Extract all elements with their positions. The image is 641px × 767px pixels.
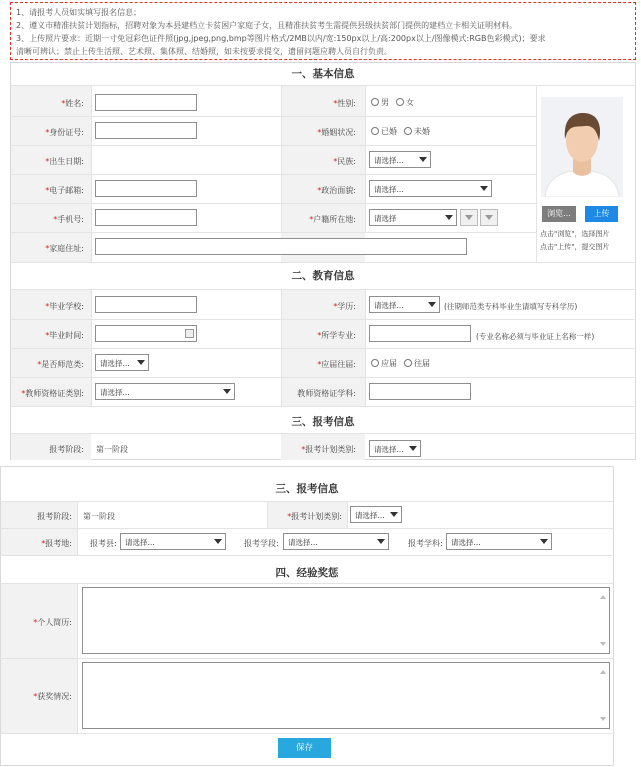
exam-subject-label: 报考学科:: [408, 539, 443, 548]
id-input[interactable]: [95, 122, 197, 139]
major-input[interactable]: [369, 325, 471, 342]
fresh-label: *应届往届:: [317, 360, 356, 369]
degree-select[interactable]: [369, 296, 440, 313]
male-text: 男: [381, 98, 389, 107]
plan-select-value: 请选择...: [355, 511, 385, 520]
gender-female-radio[interactable]: [396, 97, 414, 108]
major-label: *所学专业:: [317, 331, 356, 340]
exam-county-label: 报考县:: [90, 539, 117, 548]
hukou-label: *户籍所在地:: [309, 215, 356, 224]
phone-input[interactable]: [95, 209, 197, 226]
plan-select-top-value: 请选择...: [374, 445, 404, 454]
hukou-county-select[interactable]: [480, 209, 498, 226]
plan-label-top: *报考计划类别:: [301, 445, 356, 454]
grad-time-input[interactable]: [95, 325, 197, 342]
school-label: *毕业学校:: [45, 302, 84, 311]
cert-type-label: *教师资格证类别:: [21, 389, 84, 398]
calendar-icon[interactable]: [185, 329, 194, 338]
resume-label: *个人简历:: [33, 618, 72, 627]
female-text: 女: [406, 98, 414, 107]
birth-label: *出生日期:: [45, 157, 84, 166]
unmarried-radio[interactable]: [404, 126, 430, 137]
exam-county-select[interactable]: [120, 533, 226, 550]
plan-label: *报考计划类别:: [287, 512, 342, 521]
email-input[interactable]: [95, 180, 197, 197]
name-label: *姓名:: [61, 99, 84, 108]
political-select[interactable]: [369, 180, 492, 197]
cert-subject-input[interactable]: [369, 383, 471, 400]
plan-select-top[interactable]: [369, 440, 421, 457]
unmarried-text: 未婚: [414, 127, 430, 136]
degree-label: *学历:: [333, 302, 356, 311]
exam-level-select-value: 请选择...: [288, 538, 318, 547]
fresh-radio[interactable]: [371, 358, 397, 369]
degree-select-value: 请选择...: [374, 301, 404, 310]
resume-scrollbar[interactable]: [600, 591, 607, 650]
exam-level-label: 报考学段:: [244, 539, 279, 548]
stage-value-top: 第一阶段: [96, 445, 128, 454]
plan-select[interactable]: [350, 506, 402, 523]
browse-button[interactable]: 浏览...: [542, 206, 576, 222]
stage-value: 第一阶段: [83, 512, 115, 521]
id-label: *身份证号:: [45, 128, 84, 137]
notice-line-4: 清晰可辨认；禁止上传生活照、艺术照、集体照、结婚照，如未按要求提交，遗留问题应聘人员自行负责。: [16, 47, 392, 56]
cert-subject-label: 教师资格证学科:: [297, 389, 356, 398]
hukou-province-value: 请选择: [374, 214, 397, 223]
exam-level-select[interactable]: [283, 533, 389, 550]
ethnic-select[interactable]: [369, 151, 431, 168]
ethnic-label: *民族:: [333, 157, 356, 166]
address-input[interactable]: [95, 238, 467, 255]
hukou-city-select[interactable]: [460, 209, 478, 226]
political-select-value: 请选择...: [374, 185, 404, 194]
normal-label: *是否师范类:: [37, 360, 84, 369]
avatar-photo: [541, 97, 623, 197]
old-radio[interactable]: [404, 358, 430, 369]
gender-male-radio[interactable]: [371, 97, 389, 108]
stage-label-top: 报考阶段:: [49, 445, 84, 454]
phone-label: *手机号:: [53, 215, 84, 224]
normal-select-value: 请选择...: [100, 359, 130, 368]
address-label: *家庭住址:: [45, 244, 84, 253]
name-input[interactable]: [95, 94, 197, 111]
exam-subject-select-value: 请选择...: [451, 538, 481, 547]
school-input[interactable]: [95, 296, 197, 313]
upload-button[interactable]: 上传: [585, 206, 618, 222]
photo-hint-browse: 点击"浏览"，选择图片: [540, 230, 610, 238]
exam-county-select-value: 请选择...: [125, 538, 155, 547]
photo-hint-upload: 点击"上传"，提交图片: [540, 243, 610, 251]
notice-line-2: 2、遵义市精准扶贫计划指标，招聘对象为本县建档立卡贫困户家庭子女，且精准扶贫考生需提供县级扶贫部门提供的建档立卡相关证明材料。: [16, 21, 518, 30]
ethnic-select-value: 请选择...: [374, 156, 404, 165]
section-title-exam-top: 三、报考信息: [291, 416, 355, 428]
awards-scrollbar[interactable]: [600, 666, 607, 725]
cert-type-select-value: 请选择...: [100, 388, 130, 397]
major-hint: (专业名称必须与毕业证上名称一样): [476, 332, 595, 341]
exam-subject-select[interactable]: [446, 533, 552, 550]
awards-textarea[interactable]: [82, 662, 610, 729]
normal-select[interactable]: [95, 354, 149, 371]
section-title-education: 二、教育信息: [291, 270, 355, 282]
save-button[interactable]: 保存: [278, 738, 331, 758]
notice-box: [10, 2, 636, 60]
exam-place-label: *报考地:: [41, 539, 72, 548]
notice-line-3: 3、上传照片要求：近期一寸免冠彩色证件照(jpg,jpeg,png,bmp等图片格式/2MB以内/宽:150px以上/高:200px以上/图像模式:RGB色彩模式)；要求: [16, 34, 546, 43]
old-text: 往届: [414, 359, 430, 368]
marital-label: *婚姻状况:: [317, 128, 356, 137]
stage-label: 报考阶段:: [37, 512, 72, 521]
grad-time-label: *毕业时间:: [45, 331, 84, 340]
married-text: 已婚: [381, 127, 397, 136]
political-label: *政治面貌:: [317, 186, 356, 195]
resume-textarea[interactable]: [82, 587, 610, 654]
cert-type-select[interactable]: [95, 383, 235, 400]
hukou-province-select[interactable]: [369, 209, 457, 226]
email-label: *电子邮箱:: [45, 186, 84, 195]
degree-hint: (往期师范类专科毕业生请填写专科学历): [444, 302, 578, 311]
fresh-text: 应届: [381, 359, 397, 368]
married-radio[interactable]: [371, 126, 397, 137]
section-title-basic: 一、基本信息: [291, 68, 355, 80]
notice-line-1: 1、请报考人员如实填写报名信息；: [16, 8, 142, 17]
section-title-exam: 三、报考信息: [275, 483, 339, 495]
awards-label: *获奖情况:: [33, 692, 72, 701]
section-title-experience: 四、经验奖惩: [275, 567, 339, 579]
gender-label: *性别:: [333, 99, 356, 108]
